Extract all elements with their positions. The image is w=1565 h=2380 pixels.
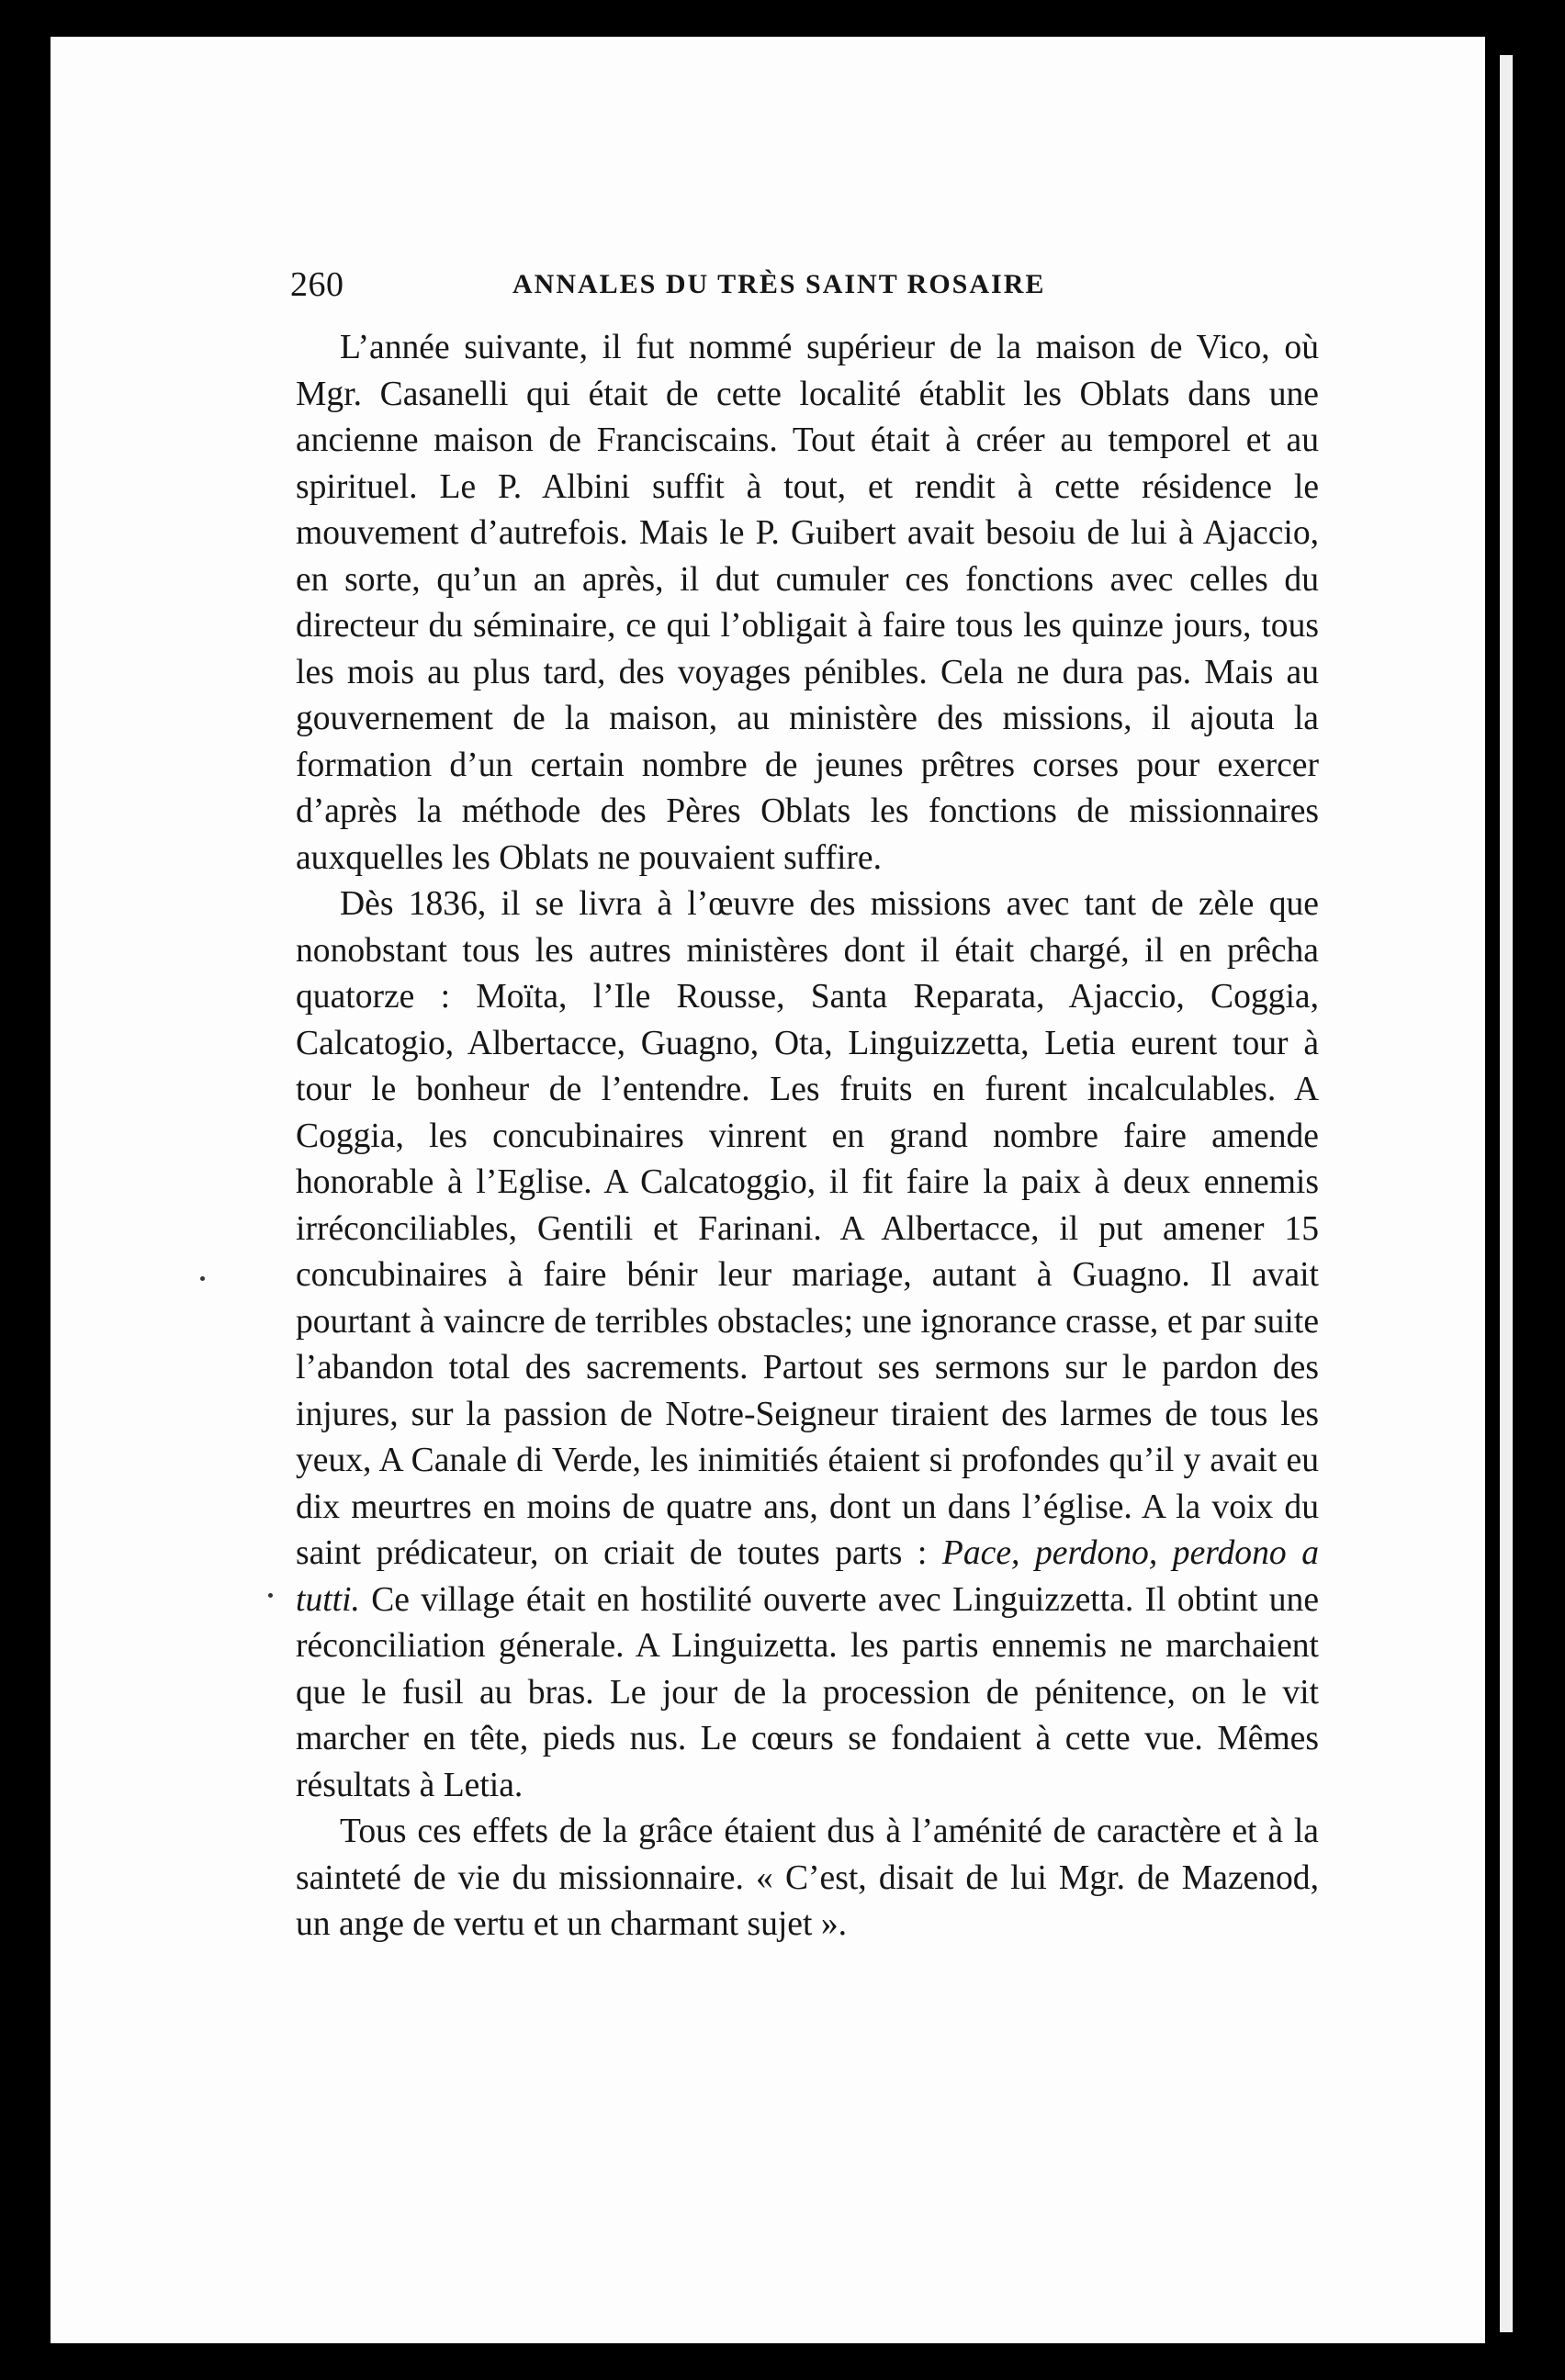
paragraph-2-text: Dès 1836, il se livra à l’œuvre des missions avec tant de zèle que nonobstant tous les autres ministères dont il était chargé, il en prêcha quatorze : Moïta, l’Ile Rousse, Santa Reparata, Ajaccio, Coggia, Calcatogio, Albertacce, Guagno, Ota, Linguizzetta, Letia eurent tour à tour le bonheur de l’entendre. Les fruits en furent incalculables. A Coggia, les concubinaires vinrent en grand nombre faire amende honorable à l’Eglise. A Calcatoggio, il fit faire la paix à deux ennemis irréconciliables, Gentili et Farinani. A Albertacce, il put amener 15 concubinaires à faire bénir leur mariage, autant à Guagno. Il avait pourtant à vaincre de terribles obstacles; une ignorance crasse, et par suite l’abandon total des sacrements. Partout ses sermons sur le pardon des injures, sur la passion de Notre-Seigneur tiraient des larmes de tous les yeux, A Canale di Verde, les inimitiés étaient si profondes qu’il y avait eu dix meurtres en moins de quatre ans, dont un dans l’église. A la voix du saint prédicateur, on criait de toutes parts : — [296, 885, 1319, 1572]
next-page-edge — [1500, 55, 1513, 2332]
paragraph-3: Tous ces effets de la grâce étaient dus à l’aménité de caractère et à la sainteté de vie du missionnaire. « C’est, disait de lui Mgr. de Mazenod, un ange de vertu et un charmant sujet ». — [296, 1813, 1319, 1943]
page-text-block — [290, 264, 1319, 1948]
italic-quote: Pace, perdono, perdono a tutti. — [296, 1534, 1319, 1619]
paragraph-1: L’année suivante, il fut nommé supérieur de la maison de Vico, où Mgr. Casanelli qui était de cette localité établit les Oblats dans une ancienne maison de Franciscains. Tout était à créer au temporel et au spirituel. Le P. Albini suffit à tout, et rendit à cette résidence le mouvement d’autrefois. Mais le P. Guibert avait besoiu de lui à Ajaccio, en sorte, qu’un an après, il dut cumuler ces fonctions avec celles du directeur du séminaire, ce qui l’obligait à faire tous les quinze jours, tous les mois au plus tard, des voyages pénibles. Cela ne dura pas. Mais au gouvernement de la maison, au ministère des missions, il ajouta la formation d’un certain nombre de jeunes prêtres corses pour exercer d’après la méthode des Pères Oblats les fonctions de missionnaires auxquelles les Oblats ne pouvaient suffire. — [296, 329, 1319, 877]
paragraph-2-text-cont: Ce village était en hostilité ouverte avec Linguizzetta. Il obtint une réconciliation génerale. A Linguizetta. les partis ennemis ne marchaient que le fusil au bras. Le jour de la procession de pénitence, on le vit marcher en tête, pieds nus. Le cœurs se fondaient à cette vue. Mêmes résultats à Letia. — [296, 1580, 1319, 1804]
scan-speck — [200, 1276, 205, 1281]
running-head — [290, 264, 1319, 325]
running-title: ANNALES DU TRÈS SAINT ROSAIRE — [512, 269, 1046, 299]
page-number: 260 — [290, 265, 344, 304]
scan-speck — [268, 1593, 273, 1598]
paragraph-2 — [296, 881, 1319, 1809]
